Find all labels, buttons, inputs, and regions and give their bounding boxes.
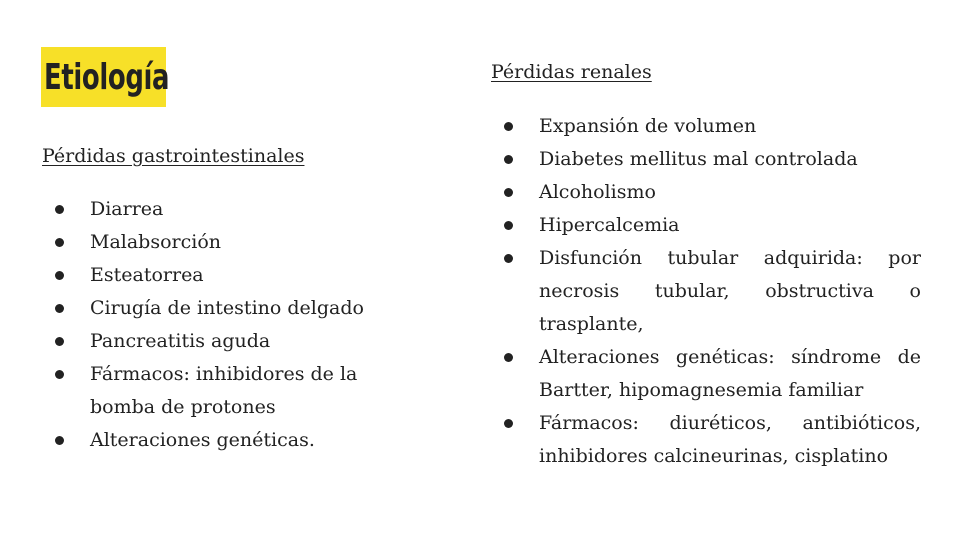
list-item: Fármacos: diuréticos, antibióticos, inhibidores calcineurinas, cisplatino xyxy=(491,407,921,473)
list-item: Alteraciones genéticas. xyxy=(42,424,402,457)
list-item: Malabsorción xyxy=(42,226,402,259)
bullet-icon xyxy=(504,122,513,131)
bullet-icon xyxy=(504,155,513,164)
list-item: Pancreatitis aguda xyxy=(42,325,402,358)
bullet-icon xyxy=(55,337,64,346)
list-item: Esteatorrea xyxy=(42,259,402,292)
list-item: Fármacos: inhibidores de la bomba de protones xyxy=(42,358,402,424)
list-item: Cirugía de intestino delgado xyxy=(42,292,402,325)
bullet-icon xyxy=(55,271,64,280)
gastrointestinal-heading: Pérdidas gastrointestinales xyxy=(42,145,305,167)
slide-title: Etiología xyxy=(44,56,170,98)
list-item: Diarrea xyxy=(42,193,402,226)
list-item: Expansión de volumen xyxy=(491,110,921,143)
bullet-icon xyxy=(504,419,513,428)
list-item: Hipercalcemia xyxy=(491,209,921,242)
list-item: Alcoholismo xyxy=(491,176,921,209)
bullet-icon xyxy=(55,304,64,313)
bullet-icon xyxy=(504,188,513,197)
bullet-icon xyxy=(55,238,64,247)
bullet-icon xyxy=(55,205,64,214)
slide-title-highlight xyxy=(41,47,170,107)
bullet-icon xyxy=(504,254,513,263)
bullet-icon xyxy=(55,370,64,379)
bullet-icon xyxy=(504,221,513,230)
renal-list xyxy=(491,110,921,473)
renal-heading: Pérdidas renales xyxy=(491,61,652,83)
list-item: Disfunción tubular adquirida: por necrosis tubular, obstructiva o trasplante, xyxy=(491,242,921,341)
gastrointestinal-list xyxy=(42,193,402,457)
list-item: Diabetes mellitus mal controlada xyxy=(491,143,921,176)
bullet-icon xyxy=(504,353,513,362)
list-item: Alteraciones genéticas: síndrome de Bartter, hipomagnesemia familiar xyxy=(491,341,921,407)
bullet-icon xyxy=(55,436,64,445)
